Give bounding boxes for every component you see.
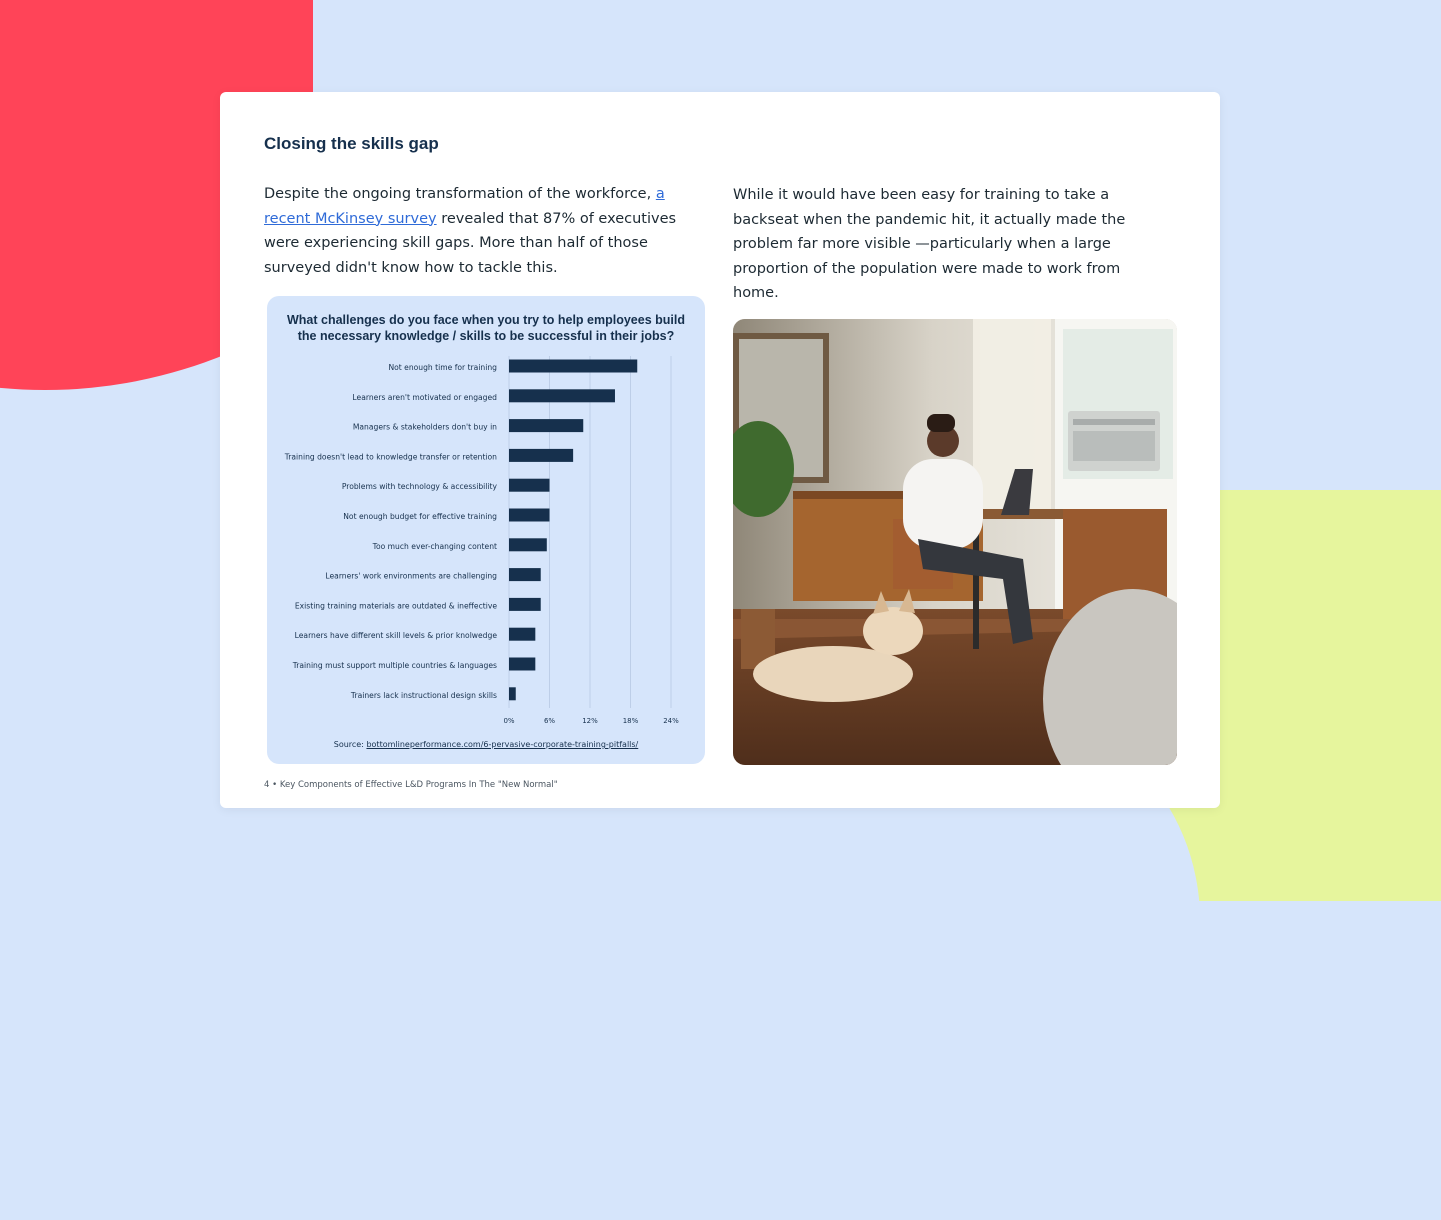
pandemic-paragraph: While it would have been easy for training to take a backseat when the pandemic hit, it actually made the problem far more visible —particularly when a large proportion of the population were made to work from home. <box>733 187 1126 301</box>
bar <box>509 509 550 522</box>
intro-text-before: Despite the ongoing transformation of the workforce, <box>264 186 656 202</box>
bar <box>509 360 637 373</box>
category-label: Learners' work environments are challenging <box>325 571 497 581</box>
chart-title: What challenges do you face when you try to help employees build the necessary knowledge / skills to be successful in their jobs? <box>287 313 685 343</box>
category-label: Training must support multiple countries & languages <box>292 661 497 670</box>
man-working-with-dog-photo <box>733 319 1177 765</box>
x-tick-label: 12% <box>582 717 598 725</box>
category-label: Existing training materials are outdated & ineffective <box>294 601 497 611</box>
bar <box>509 568 541 581</box>
intro-paragraph <box>264 182 694 280</box>
category-label: Training doesn't lead to knowledge transfer or retention <box>284 452 497 462</box>
category-label: Not enough budget for effective training <box>343 512 497 521</box>
page-number: 4 <box>264 780 270 790</box>
document-page <box>220 92 1220 808</box>
category-label: Problems with technology & accessibility <box>341 482 497 492</box>
section-title: Closing the skills gap <box>264 134 439 153</box>
bar <box>509 628 535 641</box>
x-tick-label: 24% <box>663 717 679 725</box>
category-label: Not enough time for training <box>388 363 497 372</box>
bar <box>509 419 583 432</box>
bar <box>509 479 550 492</box>
footer-separator: • <box>272 780 278 790</box>
category-label: Learners aren't motivated or engaged <box>352 392 497 402</box>
source-label: Source: <box>333 740 367 749</box>
bar <box>509 538 547 551</box>
chart-plot <box>267 296 705 736</box>
challenges-chart <box>267 296 705 764</box>
bar <box>509 598 541 611</box>
category-label: Managers & stakeholders don't buy in <box>352 422 497 432</box>
x-tick-label: 0% <box>503 717 515 725</box>
x-tick-label: 18% <box>622 717 639 725</box>
chart-source <box>267 740 705 749</box>
page-footer <box>264 780 558 790</box>
footer-doc-title: Key Components of Effective L&D Programs In The "New Normal" <box>279 780 558 790</box>
bar <box>509 449 573 462</box>
x-tick-label: 6% <box>543 717 556 725</box>
bar <box>509 389 615 402</box>
category-label: Learners have different skill levels & prior knolwedge <box>294 631 497 641</box>
bar <box>509 658 535 671</box>
mckinsey-survey-link[interactable]: a recent McKinsey survey <box>264 186 665 227</box>
category-label: Too much ever-changing content <box>372 541 497 551</box>
photo-illustration <box>733 319 1177 765</box>
source-link[interactable]: bottomlineperformance.com/6-pervasive-corporate-training-pitfalls/ <box>366 740 639 749</box>
category-label: Trainers lack instructional design skills <box>350 690 497 700</box>
bar <box>509 687 516 700</box>
intro-text-after: revealed that 87% of executives were experiencing skill gaps. More than half of those surveyed didn't know how to tackle this. <box>264 210 677 276</box>
